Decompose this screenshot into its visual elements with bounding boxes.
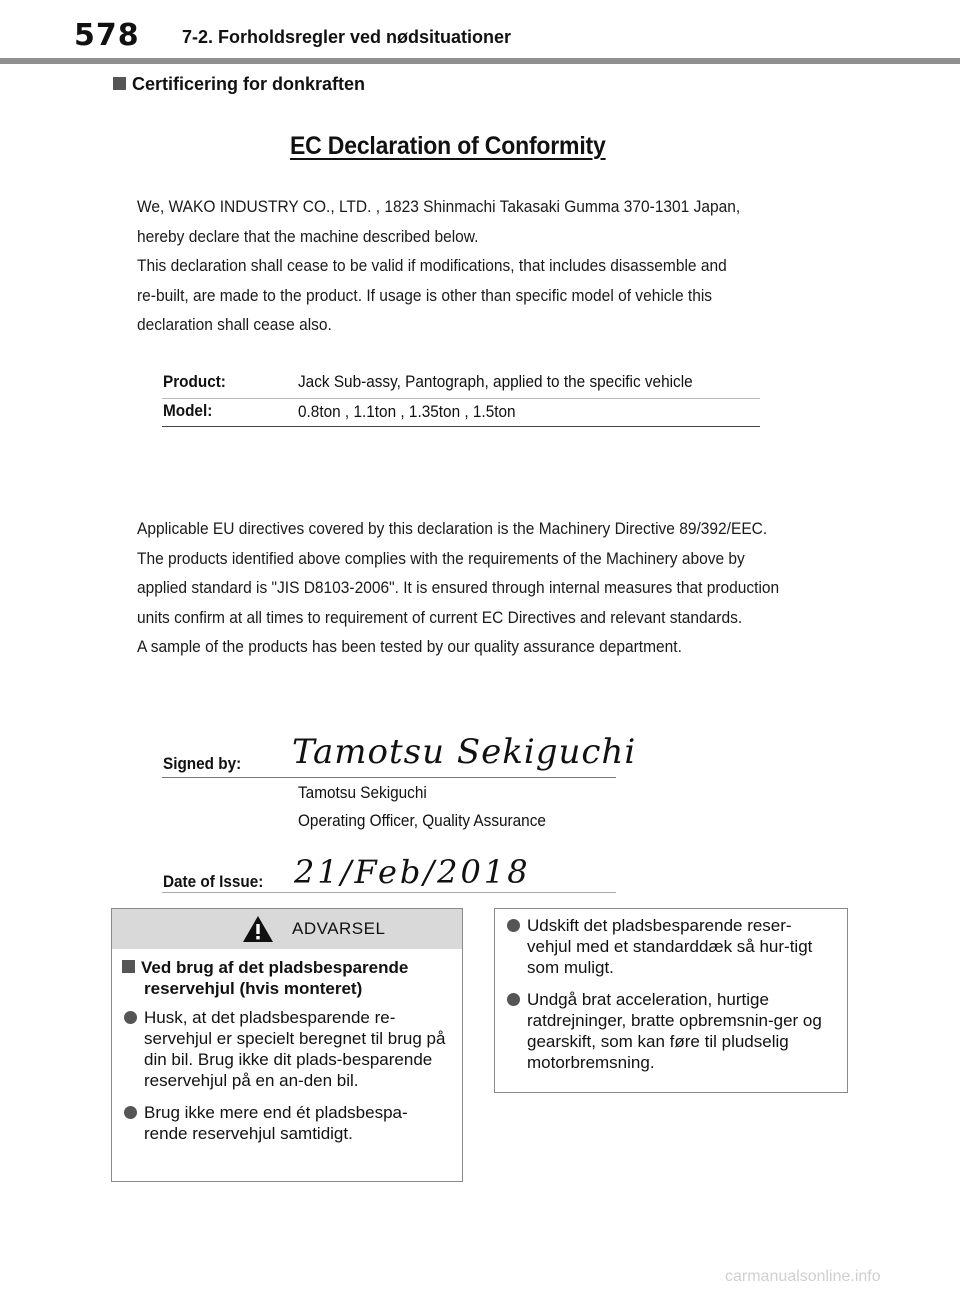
warning-bullet-text: Undgå brat acceleration, hurtige ratdrejninger, bratte opbremsnin-ger og gearskift, som kan føre til pludselig motorbremsning. [527,990,822,1072]
signer-title: Operating Officer, Quality Assurance [298,812,546,830]
signature-rule [162,777,616,778]
product-label: Product: [163,372,226,391]
date-of-issue-label: Date of Issue: [163,872,264,891]
warning-bullet-text: Brug ikke mere end ét pladsbespa-rende reservehjul samtidigt. [144,1103,408,1143]
body-line: applied standard is "JIS D8103-2006". It is ensured through internal measures that production [137,579,780,597]
certificate-body [137,515,814,663]
body-line: units confirm at all times to requirement of current EC Directives and relevant standards. [137,608,743,627]
signed-by-label: Signed by: [163,754,242,773]
product-value: Jack Sub-assy, Pantograph, applied to the specific vehicle [298,373,693,391]
warning-label: ADVARSEL [292,919,386,938]
warning-heading [122,957,450,999]
warning-box-header [112,909,462,949]
chapter-title: 7-2. Forholdsregler ved nødsituationer [182,27,512,47]
bullet-dot-icon [507,919,520,932]
intro-line: re-built, are made to the product. If usage is other than specific model of vehicle this [137,286,713,305]
bullet-dot-icon [124,1011,137,1024]
model-value: 0.8ton , 1.1ton , 1.35ton , 1.5ton [298,403,516,421]
square-bullet-icon [122,960,135,973]
page-number: 578 [74,18,140,53]
section-heading-text: Certificering for donkraften [132,74,366,94]
intro-line: declaration shall cease also. [137,316,332,334]
intro-line: We, WAKO INDUSTRY CO., LTD. , 1823 Shinmachi Takasaki Gumma 370-1301 Japan, [137,198,741,216]
certificate-title: EC Declaration of Conformity [290,132,606,160]
model-label: Model: [163,401,213,420]
product-rule [162,398,760,399]
warning-box [111,908,463,1182]
date-rule [162,892,616,893]
bullet-dot-icon [507,993,520,1006]
warning-bullet [505,989,835,1073]
intro-line: hereby declare that the machine described below. [137,227,479,246]
intro-line: This declaration shall cease to be valid if modifications, that includes disassemble and [137,257,727,275]
warning-bullet [122,1102,450,1144]
handwritten-signature: Tamotsu Sekiguchi [292,732,637,772]
warning-bullet [505,915,835,978]
model-rule [162,426,760,427]
bullet-dot-icon [124,1106,137,1119]
handwritten-date: 21/Feb/2018 [294,853,531,891]
warning-box-continued [494,908,848,1093]
warning-heading-text: Ved brug af det pladsbesparende reservehjul (hvis monteret) [141,958,409,998]
warning-bullet [122,1007,450,1091]
signer-name: Tamotsu Sekiguchi [298,784,427,802]
footer-watermark: carmanualsonline.info [725,1268,881,1285]
body-line: Applicable EU directives covered by this declaration is the Machinery Directive 89/392/EEC. [137,520,768,538]
body-line: The products identified above complies with the requirements of the Machinery above by [137,549,745,568]
warning-triangle-icon [242,915,274,943]
certificate-intro [137,193,814,341]
body-line: A sample of the products has been tested by our quality assurance department. [137,638,682,656]
warning-bullet-text: Udskift det pladsbesparende reser-vehjul med et standarddæk så hur-tigt som muligt. [527,916,813,977]
warning-bullet-text: Husk, at det pladsbesparende re-servehjul er specielt beregnet til brug på din bil. Brug ikke dit plads-besparende reservehjul på en an-den bil. [144,1008,446,1090]
